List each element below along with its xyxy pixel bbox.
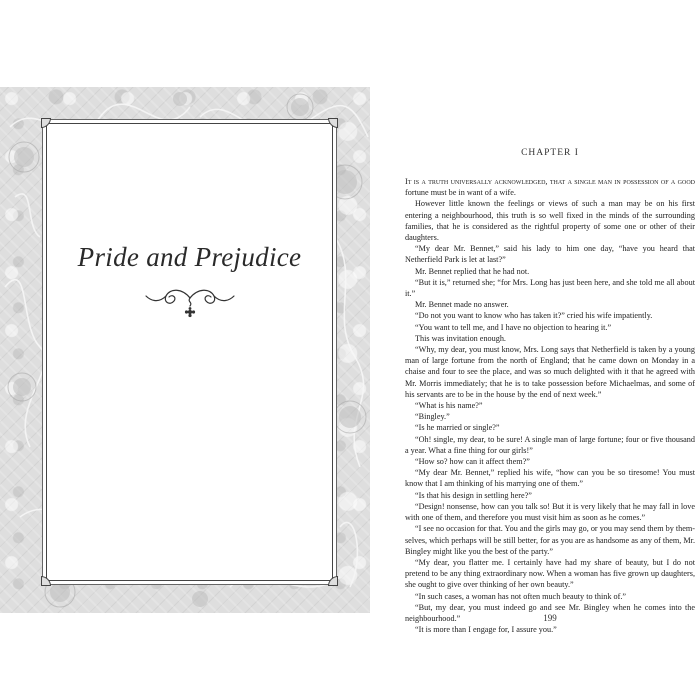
frame-corner — [41, 118, 51, 128]
text-paragraph: “My dear, you flatter me. I certainly have had my share of beauty, but I do not pretend to be any thing extraordinary now. When a woman has five grown up daughters, she ought to give over thinking of her own beauty.” — [405, 557, 695, 590]
frame-corner — [328, 118, 338, 128]
text-paragraph: “I see no occasion for that. You and the girls may go, or you may send them by them-selves, which perhaps will be still better, for as you are as handsome as any of them, Mr. Bingley might like you the best of the party.” — [405, 524, 695, 556]
title-frame — [46, 123, 333, 581]
text-paragraph: “You want to tell me, and I have no objection to hearing it.” — [415, 322, 612, 332]
text-paragraph: “My dear Mr. Bennet,” said his lady to him one day, “have you heard that Netherfield Park is let at last?” — [405, 244, 695, 265]
flourish-ornament-icon — [140, 284, 240, 324]
chapter-text-page — [405, 148, 695, 635]
text-paragraph: Mr. Bennet made no answer. — [415, 300, 509, 310]
text-paragraph: “Is that his design in settling here?” — [415, 490, 532, 500]
paragraph-list — [405, 198, 695, 635]
text-paragraph: Mr. Bennet replied that he had not. — [415, 266, 530, 276]
text-paragraph: “How so? how can it affect them?” — [415, 457, 530, 467]
text-paragraph: “Why, my dear, you must know, Mrs. Long says that Netherfield is taken by a young man of large fortune from the north of England; that he came down on Monday in a chaise and four to see the place, and was so much delighted with it that he agreed with Mr. Morris immediately; that he is to take possession before Michaelmas, and some of his servants are to be in the house by the end of next week.” — [405, 345, 695, 399]
text-paragraph: “In such cases, a woman has not often much beauty to think of.” — [415, 591, 626, 601]
page-number: 199 — [543, 613, 557, 623]
book-title: Pride and Prejudice — [77, 242, 302, 272]
text-paragraph: This was invitation enough. — [415, 333, 506, 343]
text-paragraph: “Bingley.” — [415, 412, 450, 422]
text-paragraph: “What is his name?” — [415, 401, 483, 411]
opening-paragraph — [405, 176, 695, 198]
frame-corner — [41, 576, 51, 586]
frame-corner — [328, 576, 338, 586]
text-paragraph: “But it is,” returned she; “for Mrs. Long has just been here, and she told me all about it.” — [405, 277, 695, 299]
text-paragraph: “Oh! single, my dear, to be sure! A single man of large fortune; four or five thousand a year. What a fine thing for our girls!” — [405, 434, 695, 455]
opening-rest: fortune must be in want of a wife. — [405, 188, 516, 198]
chapter-heading: CHAPTER I — [521, 148, 579, 158]
text-paragraph: “Is he married or single?” — [415, 423, 500, 433]
text-paragraph: “Design! nonsense, how can you talk so! But it is very likely that he may fall in love with one of them, and therefore you must visit him as soon as he comes.” — [405, 501, 695, 523]
lace-background-page — [0, 87, 370, 613]
text-paragraph: “It is more than I engage for, I assure you.” — [415, 625, 557, 635]
text-paragraph: However little known the feelings or views of such a man may be on his first entering a neighbourhood, this truth is so well fixed in the minds of the surrounding families, that he is considered as the rightful property of some one or other of their daughters. — [405, 199, 695, 243]
text-paragraph: “Do not you want to know who has taken it?” cried his wife impatiently. — [415, 311, 653, 321]
text-paragraph: “My dear Mr. Bennet,” replied his wife, “how can you be so tiresome! You must know that I am thinking of his marrying one of them.” — [405, 468, 695, 489]
text-paragraph: “But, my dear, you must indeed go and see Mr. Bingley when he comes into the neighbourhood.” — [405, 602, 695, 623]
opening-smallcaps: It is a truth universally acknowledged, that a single man in possession of a good — [405, 177, 695, 186]
